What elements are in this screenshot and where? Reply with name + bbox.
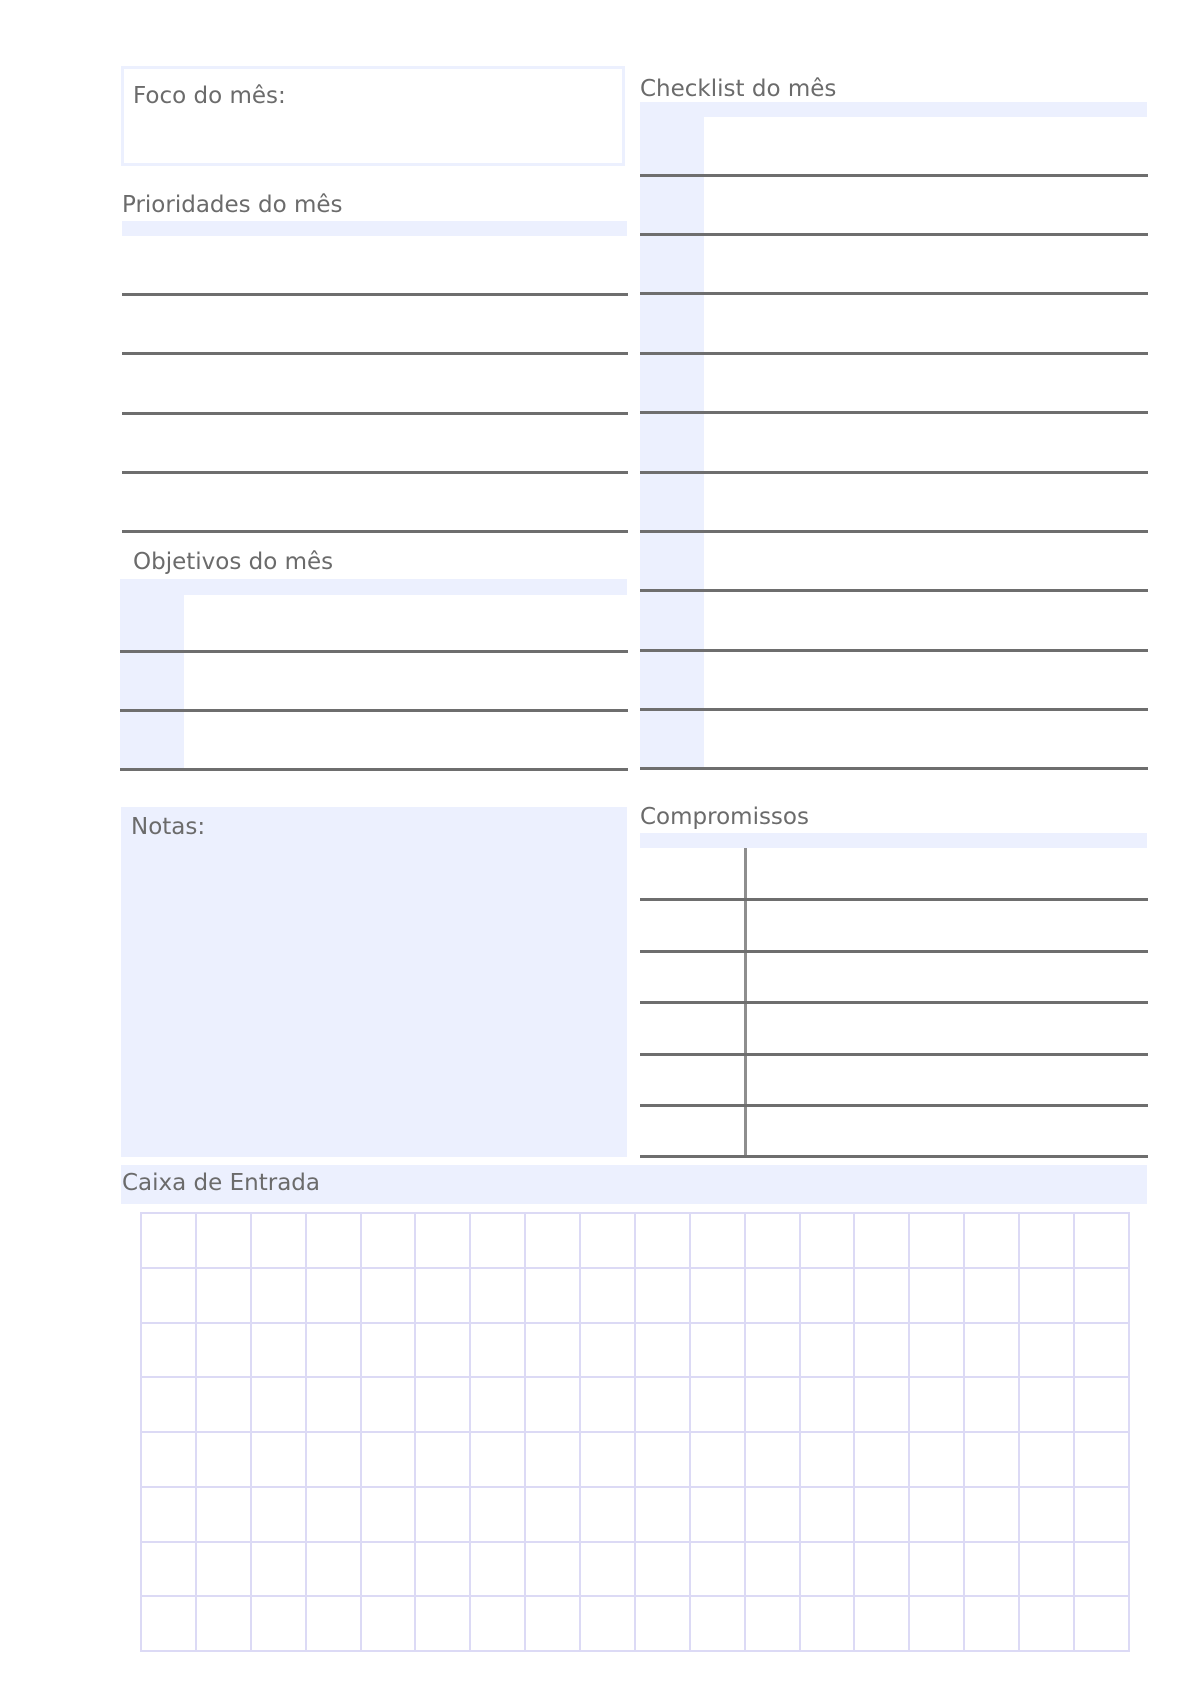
inbox-grid-cell[interactable] — [525, 1542, 580, 1597]
inbox-grid-cell[interactable] — [909, 1213, 964, 1268]
inbox-grid-cell[interactable] — [470, 1268, 525, 1323]
inbox-grid-cell[interactable] — [1019, 1596, 1074, 1651]
inbox-grid-cell[interactable] — [800, 1377, 855, 1432]
inbox-grid-cell[interactable] — [690, 1596, 745, 1651]
inbox-grid-cell[interactable] — [361, 1432, 416, 1487]
inbox-grid-cell[interactable] — [964, 1323, 1019, 1378]
checklist-line[interactable] — [640, 767, 1148, 770]
inbox-grid-row — [141, 1487, 1129, 1542]
inbox-grid-cell[interactable] — [361, 1596, 416, 1651]
inbox-grid-cell[interactable] — [745, 1487, 800, 1542]
inbox-grid-cell[interactable] — [745, 1596, 800, 1651]
inbox-grid-cell[interactable] — [470, 1432, 525, 1487]
inbox-grid-cell[interactable] — [470, 1542, 525, 1597]
notes-label: Notas: — [131, 814, 206, 840]
inbox-grid-cell[interactable] — [141, 1542, 196, 1597]
appointments-line[interactable] — [640, 898, 1148, 901]
priorities-line[interactable] — [122, 293, 628, 296]
inbox-grid-cell[interactable] — [964, 1487, 1019, 1542]
checklist-line[interactable] — [640, 530, 1148, 533]
inbox-grid-row — [141, 1542, 1129, 1597]
inbox-grid-cell[interactable] — [306, 1323, 361, 1378]
inbox-grid-cell[interactable] — [251, 1542, 306, 1597]
inbox-grid-cell[interactable] — [306, 1596, 361, 1651]
inbox-grid-cell[interactable] — [525, 1487, 580, 1542]
inbox-grid-cell[interactable] — [415, 1596, 470, 1651]
inbox-grid-cell[interactable] — [361, 1213, 416, 1268]
inbox-grid-cell[interactable] — [196, 1487, 251, 1542]
inbox-grid-cell[interactable] — [690, 1542, 745, 1597]
objectives-label: Objetivos do mês — [133, 549, 334, 575]
inbox-grid-row — [141, 1432, 1129, 1487]
checklist-line[interactable] — [640, 233, 1148, 236]
objectives-line[interactable] — [120, 650, 628, 653]
inbox-grid-cell[interactable] — [580, 1487, 635, 1542]
inbox-grid-cell[interactable] — [525, 1268, 580, 1323]
inbox-grid-cell[interactable] — [800, 1268, 855, 1323]
inbox-grid-cell[interactable] — [470, 1323, 525, 1378]
inbox-grid-cell[interactable] — [141, 1487, 196, 1542]
inbox-grid-cell[interactable] — [800, 1213, 855, 1268]
appointments-label: Compromissos — [640, 804, 809, 830]
inbox-grid-cell[interactable] — [800, 1596, 855, 1651]
inbox-grid-cell[interactable] — [361, 1323, 416, 1378]
inbox-grid-cell[interactable] — [745, 1323, 800, 1378]
checklist-line[interactable] — [640, 411, 1148, 414]
inbox-grid-cell[interactable] — [470, 1377, 525, 1432]
inbox-grid-cell[interactable] — [1074, 1487, 1129, 1542]
objectives-checkbox-column — [120, 595, 184, 769]
appointments-line[interactable] — [640, 1001, 1148, 1004]
inbox-grid-cell[interactable] — [909, 1268, 964, 1323]
inbox-grid-cell[interactable] — [854, 1268, 909, 1323]
inbox-grid-cell[interactable] — [251, 1596, 306, 1651]
inbox-grid-cell[interactable] — [1074, 1432, 1129, 1487]
inbox-grid-cell[interactable] — [306, 1432, 361, 1487]
inbox-grid-cell[interactable] — [415, 1213, 470, 1268]
inbox-grid-cell[interactable] — [196, 1323, 251, 1378]
inbox-grid-cell[interactable] — [745, 1377, 800, 1432]
inbox-grid-cell[interactable] — [800, 1542, 855, 1597]
inbox-grid-cell[interactable] — [361, 1542, 416, 1597]
inbox-grid-row — [141, 1596, 1129, 1651]
inbox-grid-cell[interactable] — [800, 1487, 855, 1542]
inbox-grid-cell[interactable] — [525, 1432, 580, 1487]
inbox-grid-cell[interactable] — [525, 1213, 580, 1268]
inbox-grid-cell[interactable] — [964, 1596, 1019, 1651]
inbox-grid-cell[interactable] — [1074, 1377, 1129, 1432]
checklist-line[interactable] — [640, 174, 1148, 177]
inbox-grid-cell[interactable] — [854, 1596, 909, 1651]
inbox-grid-cell[interactable] — [854, 1323, 909, 1378]
inbox-grid-cell[interactable] — [1019, 1377, 1074, 1432]
inbox-grid-cell[interactable] — [1074, 1213, 1129, 1268]
inbox-grid-cell[interactable] — [141, 1596, 196, 1651]
inbox-grid-cell[interactable] — [306, 1268, 361, 1323]
inbox-grid-cell[interactable] — [361, 1377, 416, 1432]
inbox-grid-cell[interactable] — [306, 1542, 361, 1597]
inbox-grid-cell[interactable] — [1019, 1487, 1074, 1542]
inbox-grid-cell[interactable] — [854, 1377, 909, 1432]
inbox-grid-cell[interactable] — [580, 1542, 635, 1597]
inbox-grid-row — [141, 1213, 1129, 1268]
inbox-grid-cell[interactable] — [196, 1596, 251, 1651]
priorities-line[interactable] — [122, 352, 628, 355]
appointments-line[interactable] — [640, 1104, 1148, 1107]
inbox-grid-cell[interactable] — [415, 1432, 470, 1487]
inbox-grid-cell[interactable] — [800, 1323, 855, 1378]
inbox-grid-cell[interactable] — [470, 1596, 525, 1651]
checklist-line[interactable] — [640, 708, 1148, 711]
inbox-grid-cell[interactable] — [909, 1487, 964, 1542]
inbox-grid-cell[interactable] — [909, 1432, 964, 1487]
inbox-grid-cell[interactable] — [251, 1213, 306, 1268]
objectives-line[interactable] — [120, 768, 628, 771]
inbox-grid-cell[interactable] — [415, 1487, 470, 1542]
inbox-grid-cell[interactable] — [580, 1268, 635, 1323]
inbox-grid-cell[interactable] — [415, 1323, 470, 1378]
priorities-label: Prioridades do mês — [122, 192, 343, 218]
inbox-grid-cell[interactable] — [1074, 1323, 1129, 1378]
inbox-grid-cell[interactable] — [745, 1268, 800, 1323]
inbox-grid-cell[interactable] — [690, 1377, 745, 1432]
inbox-grid-row — [141, 1323, 1129, 1378]
appointments-header-band — [640, 833, 1147, 848]
inbox-grid-cell[interactable] — [635, 1432, 690, 1487]
inbox-grid-cell[interactable] — [251, 1377, 306, 1432]
inbox-grid-cell[interactable] — [251, 1323, 306, 1378]
priorities-line[interactable] — [122, 471, 628, 474]
inbox-grid-cell[interactable] — [635, 1377, 690, 1432]
inbox-grid-cell[interactable] — [525, 1377, 580, 1432]
inbox-grid-cell[interactable] — [470, 1213, 525, 1268]
checklist-line[interactable] — [640, 352, 1148, 355]
inbox-grid-row — [141, 1268, 1129, 1323]
appointments-line[interactable] — [640, 1053, 1148, 1056]
inbox-grid-cell[interactable] — [251, 1432, 306, 1487]
inbox-grid-cell[interactable] — [690, 1432, 745, 1487]
inbox-grid-cell[interactable] — [141, 1268, 196, 1323]
inbox-grid-cell[interactable] — [141, 1432, 196, 1487]
checklist-label: Checklist do mês — [640, 76, 837, 102]
inbox-grid-cell[interactable] — [854, 1542, 909, 1597]
inbox-grid-cell[interactable] — [745, 1432, 800, 1487]
inbox-grid-cell[interactable] — [306, 1213, 361, 1268]
checklist-line[interactable] — [640, 589, 1148, 592]
checklist-line[interactable] — [640, 649, 1148, 652]
inbox-grid-cell[interactable] — [854, 1487, 909, 1542]
inbox-grid-cell[interactable] — [1019, 1432, 1074, 1487]
inbox-grid-cell[interactable] — [1019, 1323, 1074, 1378]
inbox-grid-cell[interactable] — [196, 1542, 251, 1597]
inbox-label: Caixa de Entrada — [122, 1170, 320, 1196]
appointments-line[interactable] — [640, 950, 1148, 953]
inbox-grid-cell[interactable] — [415, 1377, 470, 1432]
inbox-grid-cell[interactable] — [909, 1377, 964, 1432]
inbox-grid-cell[interactable] — [196, 1377, 251, 1432]
inbox-grid-cell[interactable] — [141, 1377, 196, 1432]
inbox-grid-cell[interactable] — [580, 1213, 635, 1268]
inbox-grid-cell[interactable] — [690, 1213, 745, 1268]
inbox-grid-cell[interactable] — [690, 1268, 745, 1323]
inbox-grid-cell[interactable] — [690, 1323, 745, 1378]
inbox-grid-cell[interactable] — [964, 1213, 1019, 1268]
inbox-grid-cell[interactable] — [1019, 1542, 1074, 1597]
inbox-grid-cell[interactable] — [1074, 1542, 1129, 1597]
inbox-grid-cell[interactable] — [196, 1213, 251, 1268]
inbox-grid-row — [141, 1377, 1129, 1432]
checklist-line[interactable] — [640, 292, 1148, 295]
inbox-grid-cell[interactable] — [745, 1542, 800, 1597]
inbox-grid-cell[interactable] — [800, 1432, 855, 1487]
priorities-line[interactable] — [122, 530, 628, 533]
inbox-grid-cell[interactable] — [964, 1432, 1019, 1487]
appointments-line[interactable] — [640, 1155, 1148, 1158]
priorities-header-band — [122, 221, 627, 236]
inbox-grid-cell[interactable] — [964, 1377, 1019, 1432]
inbox-grid-cell[interactable] — [361, 1487, 416, 1542]
inbox-grid-cell[interactable] — [580, 1432, 635, 1487]
priorities-line[interactable] — [122, 412, 628, 415]
inbox-grid-cell[interactable] — [1074, 1268, 1129, 1323]
inbox-grid-cell[interactable] — [415, 1542, 470, 1597]
objectives-header-band — [120, 579, 627, 595]
inbox-grid-cell[interactable] — [306, 1487, 361, 1542]
inbox-grid-cell[interactable] — [306, 1377, 361, 1432]
inbox-grid-cell[interactable] — [525, 1323, 580, 1378]
inbox-grid-cell[interactable] — [251, 1268, 306, 1323]
inbox-grid-cell[interactable] — [525, 1596, 580, 1651]
inbox-grid-cell[interactable] — [1019, 1213, 1074, 1268]
inbox-grid-cell[interactable] — [196, 1432, 251, 1487]
inbox-header-band — [121, 1165, 1147, 1204]
inbox-grid-cell[interactable] — [854, 1213, 909, 1268]
notes-box[interactable] — [121, 807, 627, 1157]
inbox-grid-cell[interactable] — [635, 1487, 690, 1542]
focus-box[interactable] — [121, 66, 625, 166]
inbox-grid-cell[interactable] — [635, 1213, 690, 1268]
inbox-grid-cell[interactable] — [635, 1268, 690, 1323]
inbox-grid-cell[interactable] — [196, 1268, 251, 1323]
inbox-grid-cell[interactable] — [635, 1323, 690, 1378]
inbox-grid-cell[interactable] — [251, 1487, 306, 1542]
inbox-grid-cell[interactable] — [909, 1542, 964, 1597]
objectives-line[interactable] — [120, 709, 628, 712]
inbox-grid-cell[interactable] — [635, 1596, 690, 1651]
inbox-grid-cell[interactable] — [909, 1323, 964, 1378]
inbox-grid-cell[interactable] — [690, 1487, 745, 1542]
checklist-line[interactable] — [640, 471, 1148, 474]
inbox-grid-cell[interactable] — [141, 1323, 196, 1378]
inbox-grid-cell[interactable] — [964, 1542, 1019, 1597]
inbox-grid-cell[interactable] — [580, 1596, 635, 1651]
inbox-grid-cell[interactable] — [141, 1213, 196, 1268]
inbox-grid-cell[interactable] — [1019, 1268, 1074, 1323]
checklist-header-band — [640, 102, 1147, 117]
inbox-grid-cell[interactable] — [745, 1213, 800, 1268]
inbox-grid-cell[interactable] — [635, 1542, 690, 1597]
inbox-grid[interactable] — [140, 1212, 1130, 1652]
inbox-grid-cell[interactable] — [909, 1596, 964, 1651]
inbox-grid-cell[interactable] — [361, 1268, 416, 1323]
inbox-grid-cell[interactable] — [1074, 1596, 1129, 1651]
inbox-grid-cell[interactable] — [964, 1268, 1019, 1323]
inbox-grid-cell[interactable] — [854, 1432, 909, 1487]
inbox-grid-cell[interactable] — [470, 1487, 525, 1542]
inbox-grid-cell[interactable] — [580, 1377, 635, 1432]
inbox-grid-cell[interactable] — [415, 1268, 470, 1323]
checklist-checkbox-column — [640, 117, 704, 767]
inbox-grid-cell[interactable] — [580, 1323, 635, 1378]
focus-label: Foco do mês: — [133, 83, 286, 109]
